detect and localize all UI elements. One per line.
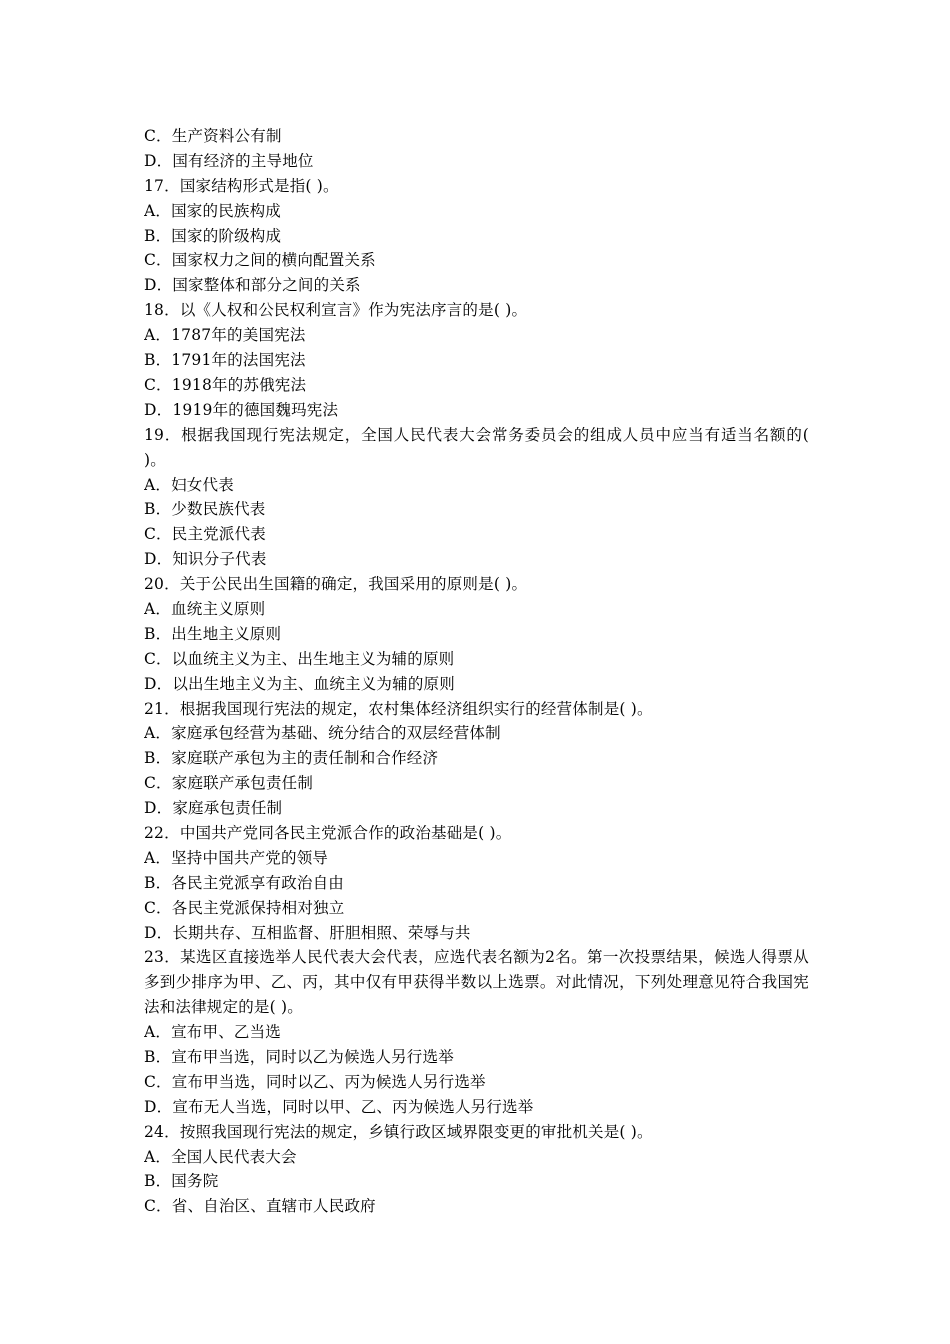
option-text: D．国家整体和部分之间的关系 <box>144 276 361 295</box>
document-page <box>144 124 809 1219</box>
option-text: A．妇女代表 <box>144 475 234 494</box>
option-text: B．1791年的法国宪法 <box>144 351 306 370</box>
option-text: C．民主党派代表 <box>144 525 266 544</box>
option-text: A．血统主义原则 <box>144 599 266 618</box>
option-text: B．国家的阶级构成 <box>144 226 282 245</box>
option-text: B．宣布甲当选，同时以乙为候选人另行选举 <box>144 1048 454 1067</box>
question-text: 17．国家结构形式是指( )。 <box>144 176 339 195</box>
option-text: A．国家的民族构成 <box>144 201 281 220</box>
question-text: 18．以《人权和公民权利宣言》作为宪法序言的是( )。 <box>144 301 528 320</box>
option-text: A．全国人民代表大会 <box>144 1147 297 1166</box>
option-text: B．少数民族代表 <box>144 500 266 519</box>
option-text: A．宣布甲、乙当选 <box>144 1023 281 1042</box>
option-text: C．1918年的苏俄宪法 <box>144 375 307 394</box>
option-text: D．国有经济的主导地位 <box>144 151 314 170</box>
option-text: D．长期共存、互相监督、肝胆相照、荣辱与共 <box>144 923 471 942</box>
option-text: B．各民主党派享有政治自由 <box>144 873 344 892</box>
question-text: 19．根据我国现行宪法规定，全国人民代表大会常务委员会的组成人员中应当有适当名额的( )。 <box>144 425 809 469</box>
option-text: C．宣布甲当选，同时以乙、丙为候选人另行选举 <box>144 1072 486 1091</box>
option-text: D．以出生地主义为主、血统主义为辅的原则 <box>144 674 455 693</box>
question-text: 23．某选区直接选举人民代表大会代表，应选代表名额为2名。第一次投票结果，候选人得票从多到少排序为甲、乙、丙，其中仅有甲获得半数以上选票。对此情况，下列处理意见符合我国宪法和法律规定的是( )。 <box>144 948 809 1017</box>
option-text: B．家庭联产承包为主的责任制和合作经济 <box>144 749 439 768</box>
option-text: C．生产资料公有制 <box>144 127 282 145</box>
option-text: C．各民主党派保持相对独立 <box>144 898 345 917</box>
option-text: D．1919年的德国魏玛宪法 <box>144 400 339 419</box>
option-text: B．出生地主义原则 <box>144 624 282 643</box>
option-text: A．坚持中国共产党的领导 <box>144 848 329 867</box>
question-text: 22．中国共产党同各民主党派合作的政治基础是( )。 <box>144 823 512 842</box>
option-text: D．家庭承包责任制 <box>144 799 283 818</box>
question-text: 24．按照我国现行宪法的规定，乡镇行政区域界限变更的审批机关是( )。 <box>144 1122 653 1141</box>
option-text: B．国务院 <box>144 1172 219 1191</box>
option-text: C．国家权力之间的横向配置关系 <box>144 251 376 270</box>
option-text: A．家庭承包经营为基础、统分结合的双层经营体制 <box>144 724 501 743</box>
option-text: C．以血统主义为主、出生地主义为辅的原则 <box>144 649 455 668</box>
option-text: D．宣布无人当选，同时以甲、乙、丙为候选人另行选举 <box>144 1097 534 1116</box>
option-text: D．知识分子代表 <box>144 550 267 569</box>
question-text: 20．关于公民出生国籍的确定，我国采用的原则是( )。 <box>144 575 528 594</box>
question-text: 21．根据我国现行宪法的规定，农村集体经济组织实行的经营体制是( )。 <box>144 699 653 718</box>
option-text: C．家庭联产承包责任制 <box>144 774 314 793</box>
option-text: C．省、自治区、直辖市人民政府 <box>144 1197 376 1216</box>
option-text: A．1787年的美国宪法 <box>144 326 306 345</box>
